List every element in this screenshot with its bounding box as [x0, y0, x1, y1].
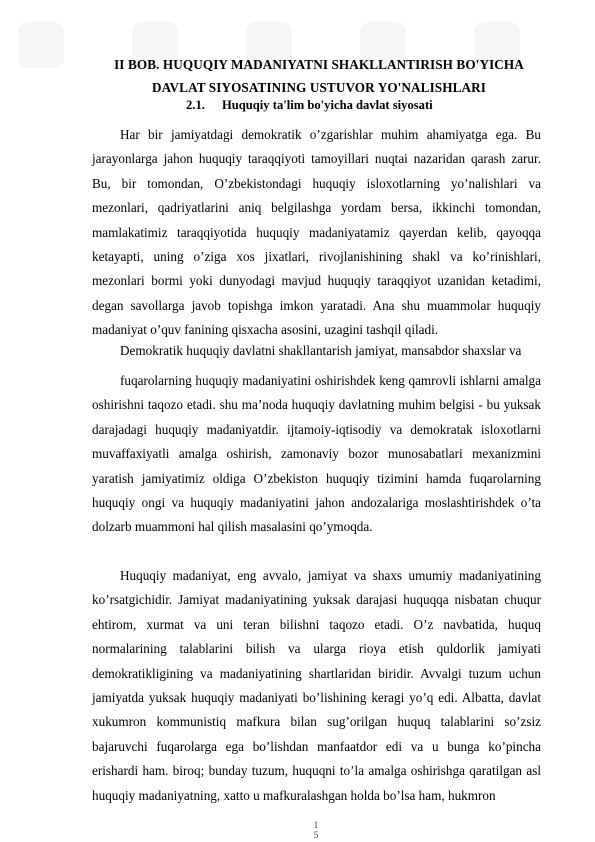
section-heading: [186, 98, 433, 113]
paragraph-2: Demokratik huquqiy davlatni shakllantarish jamiyat, mansabdor shaxslar va: [120, 343, 522, 358]
page-number: 15: [313, 820, 319, 840]
watermark-tile: [18, 22, 64, 68]
chapter-title-line-2: DAVLAT SIYOSATINING USTUVOR YO'NALISHLARI: [152, 80, 486, 95]
section-number: 2.1.: [186, 98, 205, 112]
paragraph-4: Huquqiy madaniyat, eng avvalo, jamiyat va shaxs umumiy madaniyatining ko’rsatgichidir. Jamiyat madaniyatining yuksak darajasi huquqqa nisbatan chuqur ehtirom, xurmat va uni teran bilishni taqozo etadi. O’z navbatida, huquq normalarining talablarini bilish va ularga rioya etish quldorlik jamiyati demokratikligining va madaniyatining shartlaridan biridir. Avvalgi tuzum uchun jamiyatda yuksak huquqiy madaniyati bo’lishining keragi yo’q edi. Albatta, davlat xukumron kommunistiq mafkura bilan sug’orilgan huquq talablarini so’zsiz bajaruvchi fuqarolarga ega bo’lishdan manfaatdor edi va u bunga ko’pincha erishardi ham. biroq; bunday tuzum, huquqni to’la amalga oshirishga qaratilgan asl huquqiy madaniyatning, xatto u mafkuralashgan holda bo’lsa ham, hukmron: [92, 568, 541, 803]
paragraph-3: fuqarolarning huquqiy madaniyatini oshirishdek keng qamrovli ishlarni amalga oshirishni taqozo etadi. shu ma’noda huquqiy davlatning muhim belgisi - bu yuksak darajadagi huquqiy madaniyatdir. ijtamoiy-iqtisodiy va demokratak isloxotlarni muvaffaxiyatli amalga oshirish, zamonaviy bozor munosabatlari mexanizmini yaratish jamiyatimiz oldiga O’zbekiston huquqiy tizimini hamda fuqarolarning huquqiy ongi va huquqiy madaniyatini jahon andozalariga moslashtirishdek o’ta dolzarb muammoni hal qilish masalasini qo’ymoqda.: [92, 373, 541, 535]
chapter-title-line-1: II BOB. HUQUQIY MADANIYATNI SHAKLLANTIRISH BO'YICHA: [114, 57, 524, 72]
section-title: Huquqiy ta'lim bo'yicha davlat siyosati: [222, 98, 433, 112]
paragraph-1: Har bir jamiyatdagi demokratik o’zgarishlar muhim ahamiyatga ega. Bu jarayonlarga jahon huquqiy taraqqiyoti tamoyillari nuqtai nazaridan qarash zarur. Bu, bir tomondan, O’zbekistondagi huquqiy isloxotlarning yo’nalishlari va mezonlari, qadriyatlarini aniq belgilashga yordam bersa, ikkinchi tomondan, mamlakatimiz taraqqiyotida huquqiy madaniyatamiz qayerdan kelib, qayoqqa ketayapti, uning o’ziga xos jixatlari, rivojlanishining shakl va ko’rinishlari, mezonlari bormi yoki dunyodagi mavjud huquqiy taraqqiyot uzanidan ketadimi, degan savollarga javob topishga imkon yaratadi. Ana shu muammolar huquqiy madaniyat o’quv fanining qisxacha asosini, uzagini tashqil qiladi.: [92, 127, 541, 338]
